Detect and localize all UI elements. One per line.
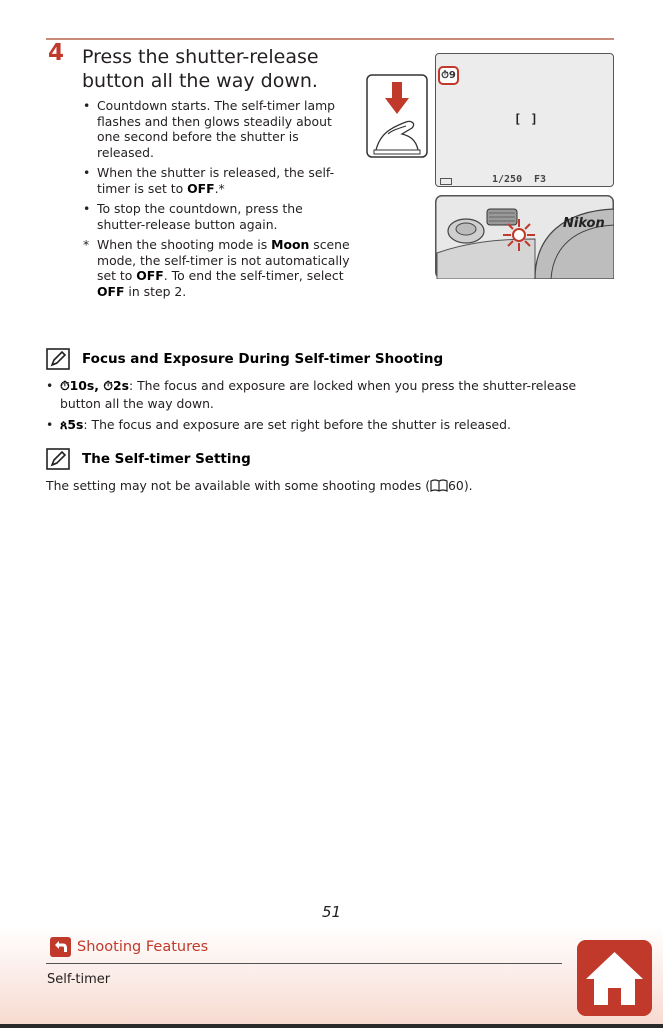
- bullet-released: • When the shutter is released, the self-timer is set to OFF.*: [82, 165, 352, 196]
- focus-area-brackets: [ ]: [514, 112, 539, 126]
- note-title: Focus and Exposure During Self-timer Shooting: [82, 351, 444, 367]
- shutter-press-illustration: [366, 74, 428, 158]
- bottom-edge: [0, 1024, 663, 1028]
- bullet-countdown: • Countdown starts. The self-timer lamp flashes and then glows steadily about one second before the shutter is released.: [82, 98, 352, 160]
- back-arrow-icon[interactable]: [50, 937, 71, 957]
- note-body: The setting may not be available with some shooting modes ( 60).: [46, 478, 473, 493]
- note-focus-exposure: [46, 347, 616, 437]
- note-item-timer: • ⏱10s, ⏱2s: The focus and exposure are locked when you press the shutter-release button all the way down.: [46, 377, 616, 413]
- camera-self-timer-lamp-illustration: [435, 195, 614, 279]
- page-reference[interactable]: 60: [448, 478, 464, 493]
- shutter-speed-readout: 1/250: [492, 174, 523, 185]
- bullet-stop: • To stop the countdown, press the shutter-release button again.: [82, 201, 352, 232]
- top-rule: [46, 38, 614, 40]
- footnote: * When the shooting mode is Moon scene mode, the self-timer is not automatically set to OFF. To end the self-timer, select OFF in step 2.: [82, 237, 352, 299]
- section-link[interactable]: [50, 937, 208, 957]
- subsection-label: Self-timer: [47, 972, 111, 987]
- lcd-monitor-illustration: [435, 53, 614, 187]
- step-number: 4: [48, 40, 65, 66]
- note-title: The Self-timer Setting: [82, 451, 251, 467]
- page-number: 51: [321, 903, 342, 921]
- aperture-readout: F3: [534, 174, 547, 185]
- note-self-timer-setting: [46, 447, 616, 495]
- battery-icon: [440, 178, 452, 185]
- self-timer-icon: ⏱9: [438, 66, 459, 85]
- step-bullet-list: [82, 98, 352, 304]
- pencil-note-icon: [46, 448, 70, 470]
- footer-rule: [46, 963, 562, 964]
- book-reference-icon[interactable]: [430, 479, 448, 492]
- pencil-note-icon: [46, 348, 70, 370]
- note-item-smile: • ጰ5s: The focus and exposure are set right before the shutter is released.: [46, 416, 616, 434]
- section-label[interactable]: Shooting Features: [77, 939, 209, 955]
- step-title: Press the shutter-release button all the way down.: [82, 46, 319, 92]
- camera-brand-label: Nikon: [563, 216, 605, 231]
- home-button[interactable]: [577, 940, 652, 1016]
